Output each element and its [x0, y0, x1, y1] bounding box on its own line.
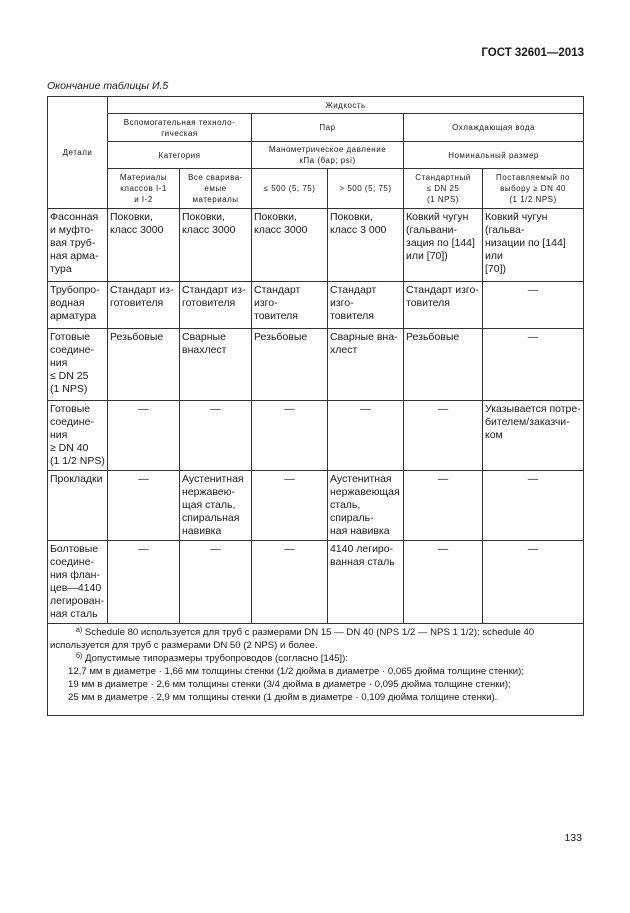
row-detail: Готовые соедине- ния ≤ DN 25 (1 NPS) [48, 329, 108, 401]
row-detail: Готовые соедине- ния ≥ DN 40 (1 1/2 NPS) [48, 401, 108, 471]
table-cell: — [180, 541, 252, 624]
header-subcol: ≤ 500 (5; 75) [252, 169, 328, 209]
document-header: ГОСТ 32601—2013 [481, 47, 584, 59]
note-a-line1: Schedule 80 используется для труб с размерами DN 15 — DN 40 (NPS 1/2 — NPS 1 1/2); schedule 40 [82, 627, 535, 638]
table-cell: — [404, 541, 483, 624]
header-subgroup: Манометрическое давление кПа (бар; psi) [252, 142, 404, 169]
table-cell: 4140 легиро- ванная сталь [328, 541, 404, 624]
row-detail: Фасонная и муфто- вая труб- ная арма- тура [48, 209, 108, 282]
table-cell: Аустенитная нержавею- щая сталь, спиральная навивка [180, 471, 252, 541]
table-cell: Сварные внахлест [180, 329, 252, 401]
table-cell: — [180, 401, 252, 471]
table-cell: Резьбовые [404, 329, 483, 401]
table-cell: Ковкий чугун (гальвани- зация по [144] или [70]) [404, 209, 483, 282]
table-cell: Ковкий чугун (гальва- низации по [144] или [70]) [483, 209, 584, 282]
table-cell: Поковки, класс 3000 [108, 209, 180, 282]
table-cell: Аустенитная нержавеющая сталь, спираль- ная навивка [328, 471, 404, 541]
note-a-mark: а) [76, 627, 83, 634]
header-subgroup: Номинальный размер [404, 142, 584, 169]
header-detail: Детали [48, 97, 108, 209]
table-cell: Стандарт из- готовителя [180, 282, 252, 329]
pipe-size-line: 19 мм в диаметре · 2,6 мм толщины стенки (3/4 дюйма в диаметре · 0,095 дюйма толщине стенки); [68, 679, 511, 690]
materials-table [47, 96, 584, 716]
table-notes [48, 624, 584, 716]
table-cell: Резьбовые [108, 329, 180, 401]
table-cell: Резьбовые [252, 329, 328, 401]
table-cell: Поковки, класс 3000 [180, 209, 252, 282]
header-subcol: Поставляемый по выбору ≥ DN 40 (1 1/2 NPS) [483, 169, 584, 209]
table-row [48, 209, 584, 282]
page-number: 133 [564, 832, 582, 844]
table-row [48, 541, 584, 624]
table-cell: — [404, 401, 483, 471]
table-cell: — [108, 541, 180, 624]
table-row [48, 401, 584, 471]
table-row [48, 329, 584, 401]
header-group: Вспомогательная техноло- гическая [108, 114, 252, 142]
table-cell: — [108, 401, 180, 471]
table-row [48, 282, 584, 329]
note-a-line2: используется для труб с размерами DN 50 (2 NPS) и более. [50, 640, 318, 651]
pipe-size-line: 12,7 мм в диаметре · 1,66 мм толщины стенки (1/2 дюйма в диаметре · 0,065 дюйма толщине стенки); [68, 666, 525, 677]
row-detail: Трубопро- водная арматура [48, 282, 108, 329]
notes-cell [48, 624, 584, 716]
header-subcol: Материалы классов I-1 и I-2 [108, 169, 180, 209]
pipe-size-line: 25 мм в диаметре · 2,9 мм толщины стенки (1 дюйм в диаметре · 0,109 дюйма толщине стенки). [68, 692, 498, 703]
table-cell: — [483, 329, 584, 401]
row-detail: Болтовые соедине- ния флан- цев—4140 легирован- ная сталь [48, 541, 108, 624]
header-subcol: Стандартный ≤ DN 25 (1 NPS) [404, 169, 483, 209]
note-b [50, 652, 581, 665]
header-group: Охлаждающая вода [404, 114, 584, 142]
table-cell: — [252, 541, 328, 624]
table-cell: — [108, 471, 180, 541]
note-a [50, 626, 581, 639]
row-detail: Прокладки [48, 471, 108, 541]
table-cell: Поковки, класс 3000 [252, 209, 328, 282]
header-group: Пар [252, 114, 404, 142]
table-cell: Сварные вна- хлест [328, 329, 404, 401]
table-cell: Стандарт изго- товителя [328, 282, 404, 329]
table-row [48, 471, 584, 541]
table-cell: Стандарт из- готовителя [108, 282, 180, 329]
table-cell: Указывается потре- бителем/заказчи- ком [483, 401, 584, 471]
note-b-mark: б) [76, 653, 83, 660]
table-cell: — [252, 401, 328, 471]
table-cell: — [483, 541, 584, 624]
table-cell: — [483, 282, 584, 329]
table-cell: — [483, 471, 584, 541]
header-subcol: > 500 (5; 75) [328, 169, 404, 209]
table-cell: — [404, 471, 483, 541]
header-subcol: Все сварива- емые материалы [180, 169, 252, 209]
table-cell: — [328, 401, 404, 471]
table-cell: Стандарт изго- товителя [404, 282, 483, 329]
header-subgroup: Категория [108, 142, 252, 169]
table-cell: Поковки, класс 3 000 [328, 209, 404, 282]
table-cell: — [252, 471, 328, 541]
header-fluid: Жидкость [108, 97, 584, 114]
table-caption: Окончание таблицы И.5 [47, 80, 169, 92]
note-b-text: Допустимые типоразмеры трубопроводов (согласно [145]): [82, 653, 348, 664]
table-cell: Стандарт изго- товителя [252, 282, 328, 329]
